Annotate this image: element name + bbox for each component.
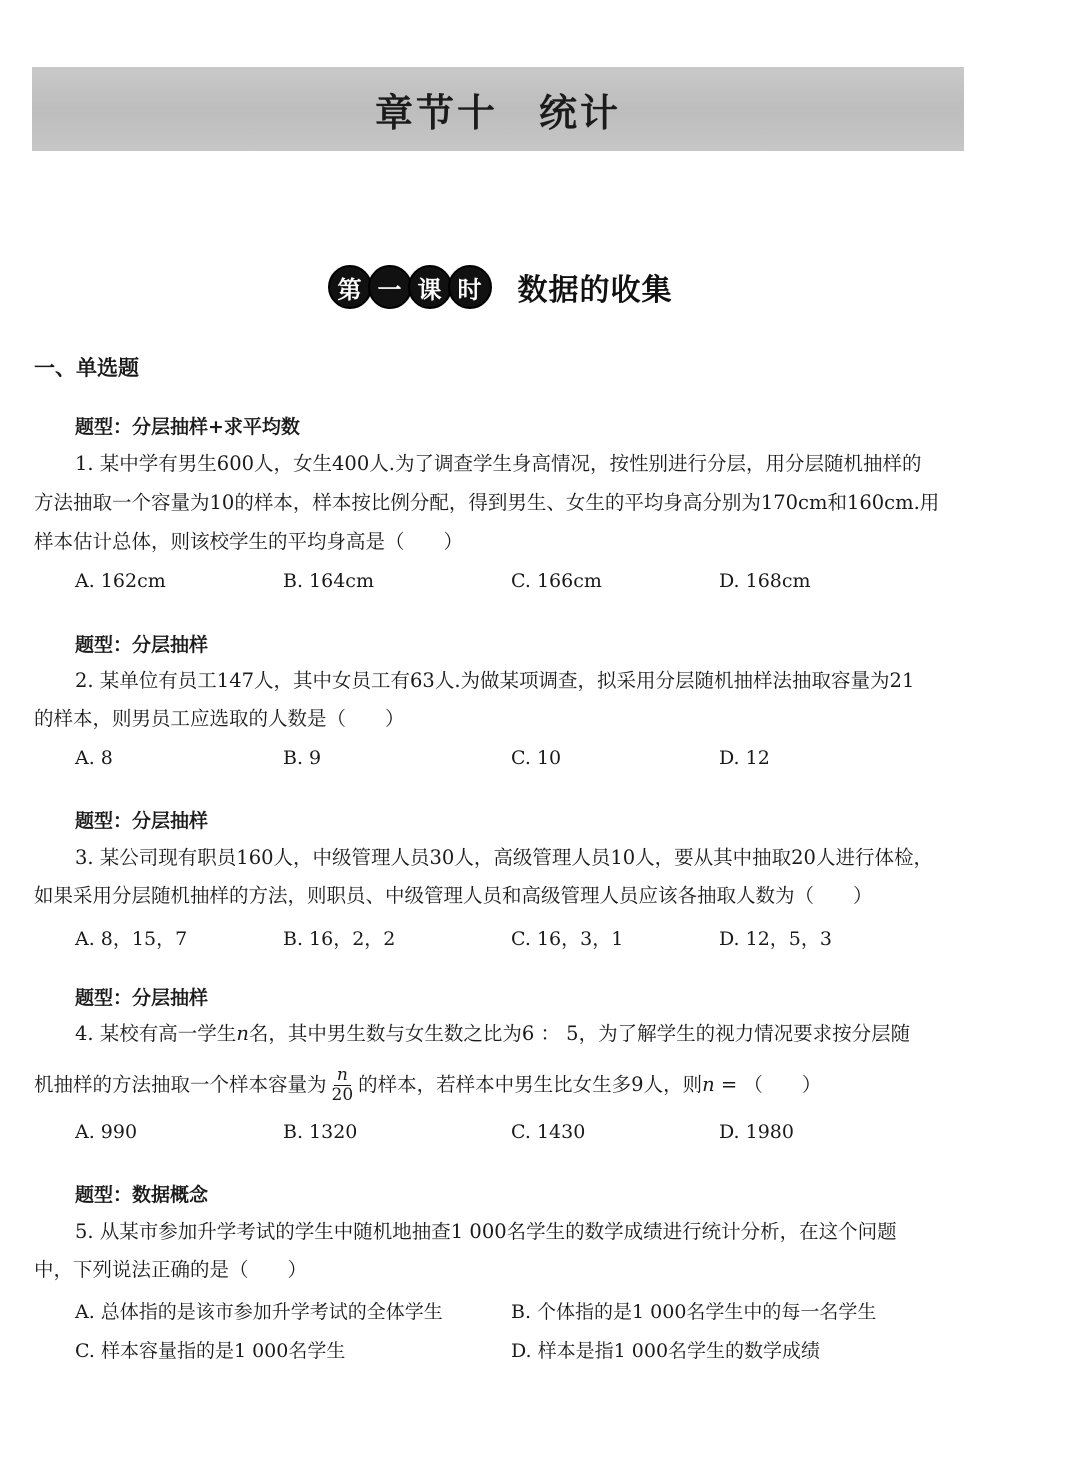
question-text-line: 2. 某单位有员工147人，其中女员工有63人.为做某项调查，拟采用分层随机抽样法抽取容量为21 [75, 669, 915, 692]
fraction-numerator: n [334, 1066, 351, 1086]
text-segment: 机抽样的方法抽取一个样本容量为 [34, 1073, 327, 1096]
answer-option: D. 12，5，3 [719, 928, 832, 950]
answer-option: B. 个体指的是1 000名学生中的每一名学生 [511, 1301, 877, 1323]
answer-option: A. 8 [75, 747, 113, 769]
lesson-badge-char: 时 [448, 265, 492, 309]
question-text-line: 5. 从某市参加升学考试的学生中随机地抽查1 000名学生的数学成绩进行统计分析，在这个问题 [75, 1220, 897, 1243]
question-type-label: 题型：分层抽样 [75, 987, 209, 1009]
answer-option: B. 164cm [283, 570, 374, 592]
answer-option: D. 1980 [719, 1121, 794, 1143]
lesson-badge [328, 265, 488, 309]
question-text-line: 的样本，则男员工应选取的人数是（ ） [34, 707, 405, 730]
math-variable: n [236, 1022, 249, 1045]
answer-option: D. 样本是指1 000名学生的数学成绩 [511, 1340, 821, 1362]
question-text-line [34, 1066, 821, 1105]
lesson-title: 数据的收集 [517, 273, 673, 308]
text-segment: 的样本，若样本中男生比女生多9人，则 [358, 1073, 703, 1096]
answer-option: B. 1320 [283, 1121, 358, 1143]
lesson-badge-char: 一 [368, 265, 412, 309]
question-text-line [75, 1022, 910, 1046]
question-type-label: 题型：数据概念 [75, 1184, 209, 1206]
question-text-line: 方法抽取一个容量为10的样本，样本按比例分配，得到男生、女生的平均身高分别为170cm和160cm.用 [34, 491, 940, 514]
lesson-badge-char: 课 [408, 265, 452, 309]
text-segment: 名，其中男生数与女生数之比为6 ： 5，为了解学生的视力情况要求按分层随 [248, 1022, 911, 1045]
lesson-heading [0, 265, 1000, 309]
answer-option: A. 总体指的是该市参加升学考试的全体学生 [75, 1301, 443, 1323]
answer-option: C. 1430 [511, 1121, 586, 1143]
question-type-label: 题型：分层抽样 [75, 810, 209, 832]
answer-option: C. 样本容量指的是1 000名学生 [75, 1340, 346, 1362]
fraction-denominator: 20 [331, 1085, 354, 1105]
answer-option: C. 16，3，1 [511, 928, 624, 950]
question-text-line: 3. 某公司现有职员160人，中级管理人员30人，高级管理人员10人，要从其中抽取20人进行体检， [75, 846, 933, 869]
answer-option: B. 16，2，2 [283, 928, 396, 950]
question-type-label: 题型：分层抽样+求平均数 [75, 416, 300, 438]
answer-option: D. 12 [719, 747, 770, 769]
question-type-label: 题型：分层抽样 [75, 634, 209, 656]
math-variable: n [702, 1073, 715, 1096]
question-text-line: 中，下列说法正确的是（ ） [34, 1258, 308, 1281]
answer-option: A. 990 [75, 1121, 138, 1143]
answer-option: C. 166cm [511, 570, 602, 592]
question-text-line: 1. 某中学有男生600人，女生400人.为了调查学生身高情况，按性别进行分层，用分层随机抽样的 [75, 452, 922, 475]
answer-option: A. 162cm [75, 570, 166, 592]
chapter-banner [32, 67, 964, 151]
chapter-title: 章节十 统计 [374, 90, 621, 135]
lesson-badge-char: 第 [328, 265, 372, 309]
answer-option: D. 168cm [719, 570, 811, 592]
question-text-line: 如果采用分层随机抽样的方法，则职员、中级管理人员和高级管理人员应该各抽取人数为（ ） [34, 884, 873, 907]
text-segment: 4. 某校有高一学生 [75, 1022, 237, 1045]
answer-option: C. 10 [511, 747, 562, 769]
fraction [329, 1066, 357, 1105]
question-text-line: 样本估计总体，则该校学生的平均身高是（ ） [34, 530, 464, 553]
answer-option: B. 9 [283, 747, 322, 769]
section-heading: 一、单选题 [34, 356, 139, 380]
text-segment: = （ ） [714, 1073, 822, 1096]
answer-option: A. 8，15，7 [75, 928, 188, 950]
